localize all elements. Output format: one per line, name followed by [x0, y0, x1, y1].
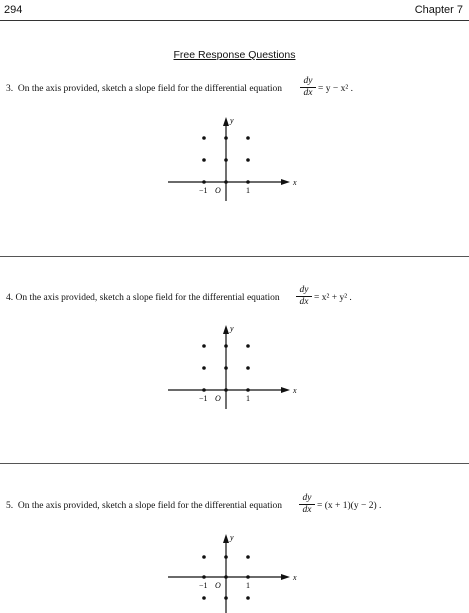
grid-point	[202, 180, 206, 184]
question-3-axes	[160, 115, 310, 225]
question-4-axes	[160, 323, 310, 433]
grid-point	[202, 388, 206, 392]
question-4-dy: dy	[296, 285, 312, 297]
grid-point	[246, 596, 250, 600]
grid-point	[224, 158, 228, 162]
grid-point	[224, 388, 228, 392]
page-header	[0, 0, 469, 22]
question-4-prompt: On the axis provided, sketch a slope field for the differential equation	[15, 293, 280, 303]
grid-point	[246, 344, 250, 348]
y-axis-arrow	[223, 325, 229, 334]
x-axis-label: x	[293, 386, 297, 395]
chapter-label: Chapter 7	[414, 4, 463, 16]
question-3-text	[6, 84, 282, 94]
header-rule	[0, 20, 469, 21]
question-5-derivative	[299, 493, 315, 516]
grid-point	[202, 344, 206, 348]
grid-point	[202, 136, 206, 140]
question-4	[0, 285, 469, 328]
grid-point	[246, 555, 250, 559]
grid-point	[224, 596, 228, 600]
question-3-dx: dx	[303, 88, 313, 98]
grid-point	[202, 596, 206, 600]
page-number: 294	[4, 4, 23, 16]
question-5-dy: dy	[299, 493, 315, 505]
question-4-number: 4.	[6, 293, 14, 303]
grid-point	[224, 136, 228, 140]
question-3-prompt: On the axis provided, sketch a slope field for the differential equation	[17, 84, 283, 94]
y-axis-label: y	[230, 533, 234, 542]
grid-point	[246, 366, 250, 370]
x-axis-label: x	[293, 573, 297, 582]
grid-point	[224, 366, 228, 370]
tick-label-left: −1	[199, 581, 208, 590]
question-3	[0, 78, 469, 118]
question-5-text	[6, 501, 282, 511]
grid-point	[202, 158, 206, 162]
grid-point	[224, 180, 228, 184]
question-5-axes	[160, 532, 310, 613]
tick-label-left: −1	[199, 186, 208, 195]
question-4-rhs: = x² + y² .	[314, 293, 352, 303]
question-5	[0, 495, 469, 535]
tick-label-right: 1	[246, 581, 250, 590]
question-5-dx: dx	[302, 505, 312, 515]
y-axis-label: y	[230, 324, 234, 333]
grid-point	[246, 575, 250, 579]
grid-point	[202, 366, 206, 370]
grid-point	[246, 136, 250, 140]
question-4-dx: dx	[299, 297, 309, 307]
grid-point	[246, 158, 250, 162]
tick-label-right: 1	[246, 186, 250, 195]
x-axis-arrow	[281, 387, 290, 393]
question-divider	[0, 256, 469, 257]
question-3-dy: dy	[300, 76, 316, 88]
question-3-rhs: = y − x² .	[318, 84, 353, 94]
section-title-text: Free Response Questions	[173, 49, 296, 61]
question-5-rhs: = (x + 1)(y − 2) .	[317, 501, 382, 511]
y-axis-label: y	[230, 116, 234, 125]
grid-point	[202, 575, 206, 579]
grid-point	[224, 344, 228, 348]
origin-label: O	[215, 581, 221, 590]
question-3-number: 3.	[6, 84, 14, 94]
y-axis-arrow	[223, 117, 229, 126]
tick-label-right: 1	[246, 394, 250, 403]
question-4-derivative	[296, 285, 312, 308]
grid-point	[224, 575, 228, 579]
question-5-prompt: On the axis provided, sketch a slope field for the differential equation	[17, 501, 283, 511]
grid-point	[224, 555, 228, 559]
y-axis-arrow	[223, 534, 229, 543]
grid-point	[246, 180, 250, 184]
grid-point	[202, 555, 206, 559]
grid-point	[246, 388, 250, 392]
origin-label: O	[215, 186, 221, 195]
question-4-text	[6, 293, 280, 303]
section-title	[0, 49, 469, 61]
x-axis-label: x	[293, 178, 297, 187]
question-3-derivative	[300, 76, 316, 99]
x-axis-arrow	[281, 179, 290, 185]
tick-label-left: −1	[199, 394, 208, 403]
question-divider	[0, 463, 469, 464]
origin-label: O	[215, 394, 221, 403]
question-5-number: 5.	[6, 501, 14, 511]
x-axis-arrow	[281, 574, 290, 580]
